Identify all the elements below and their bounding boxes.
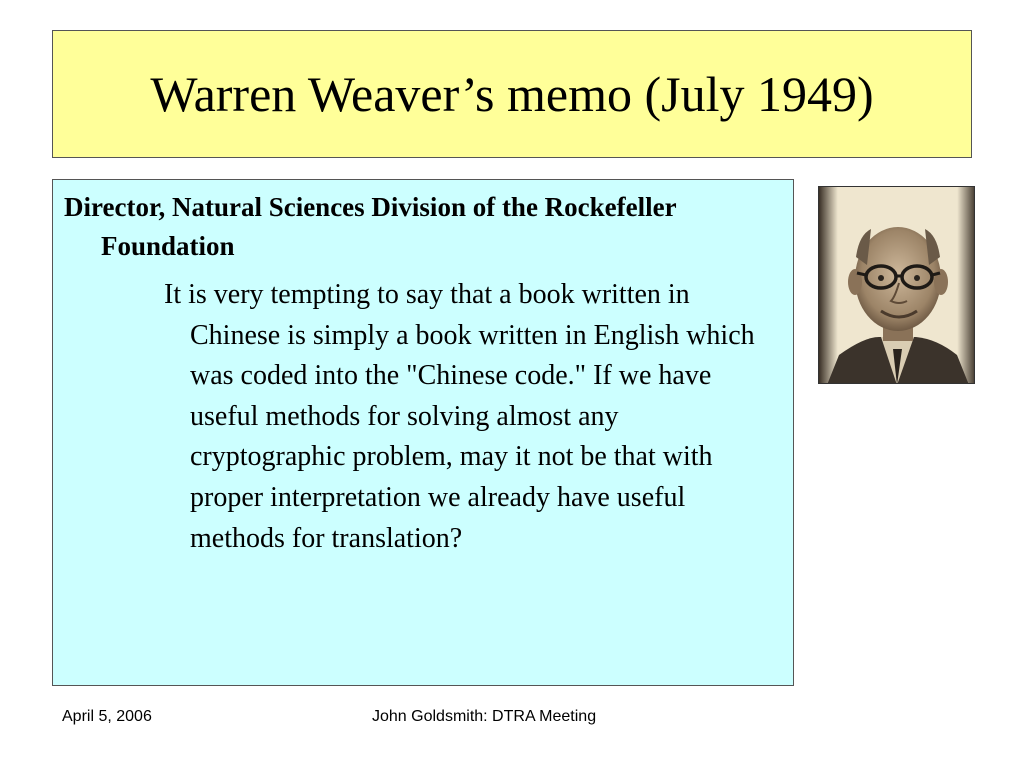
footer-presenter: John Goldsmith: DTRA Meeting <box>372 708 597 725</box>
portrait-photo <box>818 186 975 384</box>
heading-text: Director, Natural Sciences Division of the Rockefeller Foundation <box>64 192 677 261</box>
portrait-photo-icon <box>819 187 975 384</box>
quote-text: It is very tempting to say that a book written in Chinese is simply a book written in English which was coded into the "Chinese code." If we have useful methods for solving almost any cryptographic problem, may it not be that with proper interpretation we already have useful methods for translation? <box>164 279 755 554</box>
footer-date: April 5, 2006 <box>62 708 152 725</box>
content-box <box>52 179 794 686</box>
title-box <box>52 30 972 158</box>
slide-title: Warren Weaver’s memo (July 1949) <box>150 66 874 122</box>
